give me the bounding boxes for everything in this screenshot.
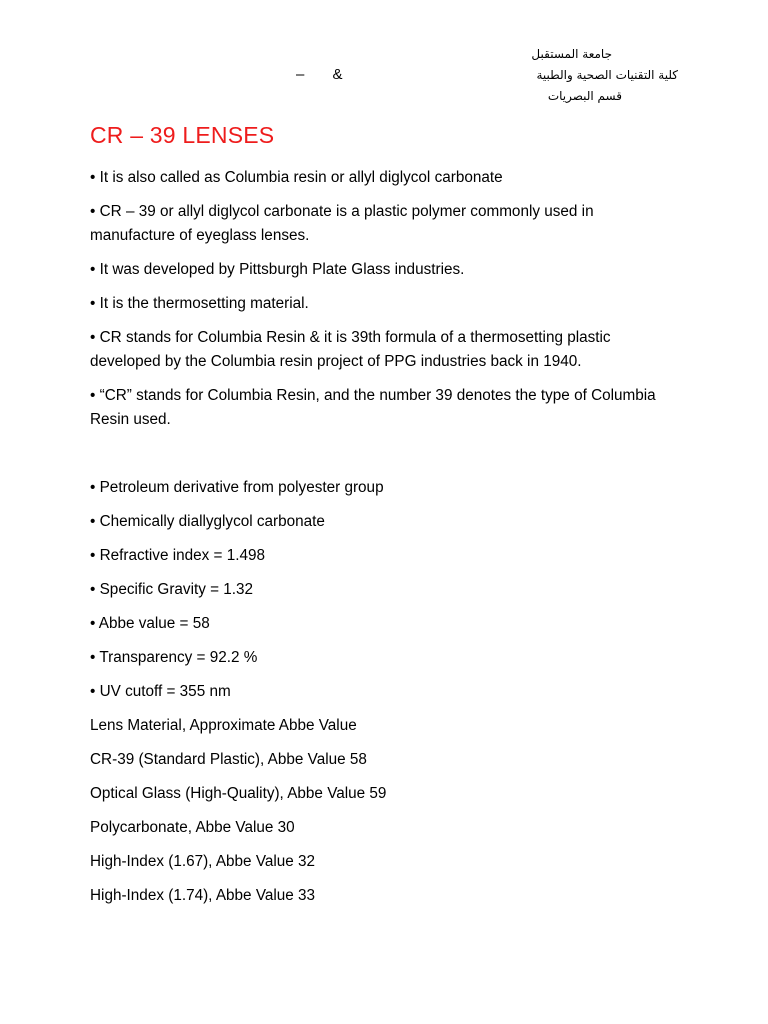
bullet-item: • “CR” stands for Columbia Resin, and the number 39 denotes the type of Columbia Resin used. bbox=[90, 387, 656, 428]
bullet-item: • CR – 39 or allyl diglycol carbonate is a plastic polymer commonly used in manufacture of eyeglass lenses. bbox=[90, 203, 594, 244]
header-dash: – bbox=[296, 66, 305, 83]
property-item: • Refractive index = 1.498 bbox=[90, 547, 265, 564]
abbe-list-header: Lens Material, Approximate Abbe Value bbox=[90, 717, 357, 734]
abbe-list-item: Optical Glass (High-Quality), Abbe Value 59 bbox=[90, 785, 387, 802]
abbe-list-item: High-Index (1.67), Abbe Value 32 bbox=[90, 853, 316, 870]
bullet-item: • It is also called as Columbia resin or allyl diglycol carbonate bbox=[90, 169, 503, 186]
bullet-item: • It is the thermosetting material. bbox=[90, 295, 309, 312]
college-name: كلية التقنيات الصحية والطبية bbox=[536, 68, 678, 82]
property-item: • Chemically diallyglycol carbonate bbox=[90, 513, 325, 530]
header-separator bbox=[296, 66, 343, 83]
property-item: • Transparency = 92.2 % bbox=[90, 649, 258, 666]
abbe-list-item: High-Index (1.74), Abbe Value 33 bbox=[90, 887, 316, 904]
property-item: • Specific Gravity = 1.32 bbox=[90, 581, 254, 598]
property-item: • Petroleum derivative from polyester group bbox=[90, 479, 384, 496]
document-body bbox=[90, 166, 680, 918]
department-name: قسم البصريات bbox=[547, 89, 622, 103]
bullet-item: • It was developed by Pittsburgh Plate Glass industries. bbox=[90, 261, 465, 278]
header-ampersand: & bbox=[332, 66, 343, 83]
institution-header bbox=[458, 44, 678, 107]
property-item: • UV cutoff = 355 nm bbox=[90, 683, 231, 700]
abbe-list-item: CR-39 (Standard Plastic), Abbe Value 58 bbox=[90, 751, 367, 768]
bullet-item: • CR stands for Columbia Resin & it is 39th formula of a thermosetting plastic developed by the Columbia resin project of PPG industries back in 1940. bbox=[90, 329, 611, 370]
property-item: • Abbe value = 58 bbox=[90, 615, 210, 632]
page-title: CR – 39 LENSES bbox=[90, 122, 275, 148]
university-name: جامعة المستقبل bbox=[531, 47, 612, 61]
abbe-list-item: Polycarbonate, Abbe Value 30 bbox=[90, 819, 295, 836]
